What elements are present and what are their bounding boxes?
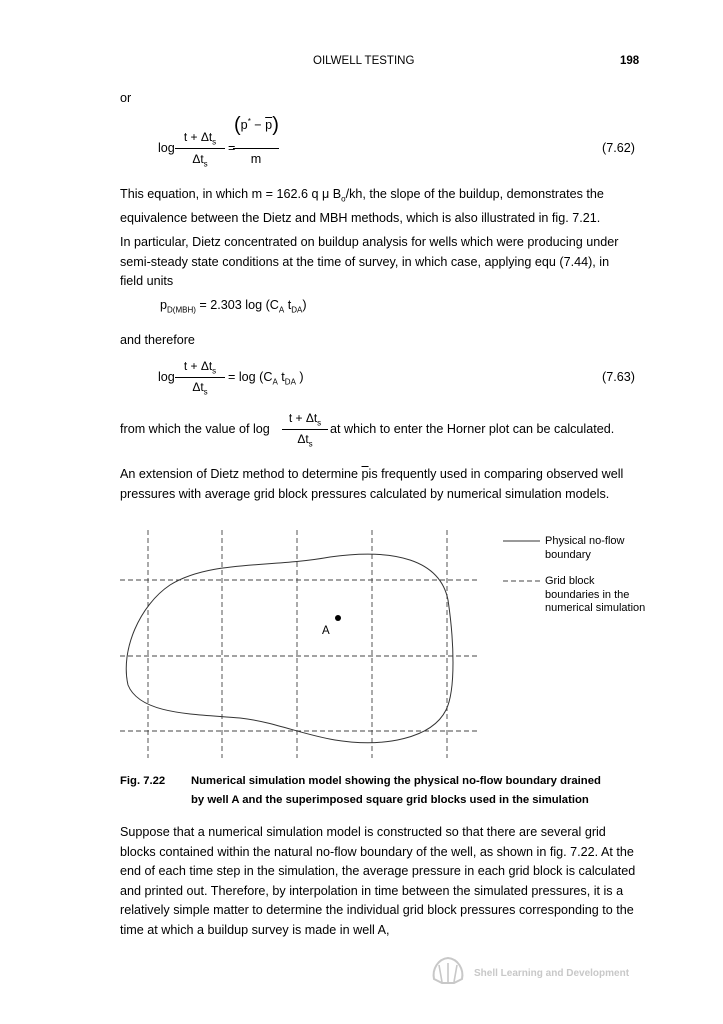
footer-brand: Shell Learning and Development bbox=[474, 968, 630, 979]
no-flow-boundary bbox=[126, 554, 453, 742]
paragraph-4: Suppose that a numerical simulation model is constructed so that there are several grid blocks contained within the natural no-flow boundary of the well, as shown in fig. 7.22. At the end of each time step in the simulation, the average pressure in each grid block is calculated and printed out. Therefore, by interpolation in time between the simulated pressures, it is a relatively simple matter to determine the individual grid block pressures corresponding to the time at which a buildup survey is made in well A, bbox=[120, 825, 636, 937]
well-a-dot bbox=[335, 615, 341, 621]
shell-logo-icon bbox=[430, 955, 466, 987]
equation-number: (7.62) bbox=[602, 141, 635, 155]
eq-equals: = bbox=[228, 141, 236, 155]
eq-denominator: $\Delta t_s$ bbox=[192, 152, 208, 169]
and-therefore-text: and therefore bbox=[120, 333, 195, 347]
inline-before: from which the value of log bbox=[120, 422, 270, 436]
well-a-label: A bbox=[322, 625, 330, 637]
eq-denominator: $\Delta t_s$ bbox=[192, 380, 208, 397]
inline-after: at which to enter the Horner plot can be calculated. bbox=[330, 422, 615, 436]
legend-solid-label: Physical no-flow boundary bbox=[545, 535, 625, 561]
eq-rhs: = $\log (C_A$ $t_{DA}$ ) bbox=[228, 370, 304, 387]
paragraph-2: In particular, Dietz concentrated on buildup analysis for wells which were producing under semi-steady state conditions at the time of survey, in which case, applying equ (7.44), in field units bbox=[120, 235, 619, 288]
figure-caption-text: Numerical simulation model showing the physical no-flow boundary drained by well A and the superimposed square grid blocks used in the simulation bbox=[191, 775, 601, 806]
page-number: 198 bbox=[620, 55, 640, 67]
eq-numerator-right: $(p^* - \overline{p})$ bbox=[234, 114, 279, 136]
paragraph-3: An extension of Dietz method to determine $\overline{p}is$ frequently used in comparing observed well pressures with average grid block pressures calculated by numerical simulation models. bbox=[120, 467, 624, 501]
running-header: OILWELL TESTING bbox=[313, 55, 415, 67]
eq-log: log bbox=[158, 141, 175, 155]
inline-denominator: $\Delta t_s$ bbox=[297, 432, 313, 449]
eq-log: log bbox=[158, 370, 175, 384]
eq-numerator: $t + \Delta t_s$ bbox=[183, 130, 217, 147]
inline-numerator: $t + \Delta t_s$ bbox=[288, 411, 322, 428]
legend-dashed-label: Grid block boundaries in the numerical simulation bbox=[545, 575, 646, 614]
paragraph-1: This equation, in which m = 162.6 q μ $B_o/kh$, the slope of the buildup, demonstrates the equivalence between the Dietz and MBH methods, which is also illustrated in fig. 7.21. bbox=[120, 187, 604, 226]
or-text: or bbox=[120, 91, 132, 105]
equation-number: (7.63) bbox=[602, 370, 635, 384]
eq-numerator: $t + \Delta t_s$ bbox=[183, 359, 217, 376]
figure-caption-label: Fig. 7.22 bbox=[120, 775, 166, 787]
eq-denominator-right: m bbox=[250, 152, 262, 166]
equation-mbh: $p_{D(MBH)} = 2.303$ $\log (C_A$ $t_{DA}$) bbox=[160, 298, 307, 315]
grid-lines bbox=[120, 530, 477, 758]
